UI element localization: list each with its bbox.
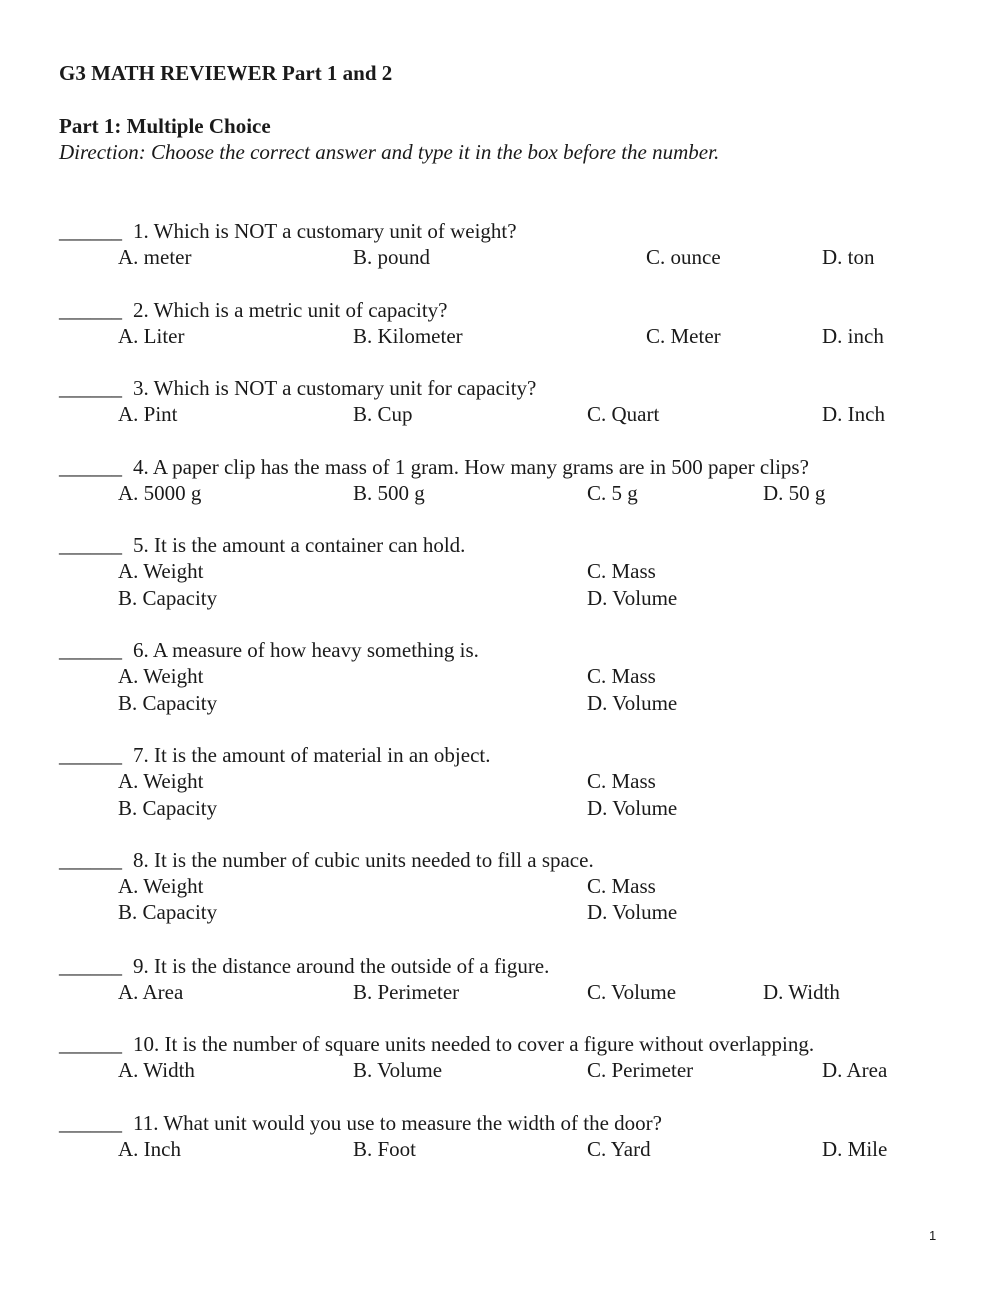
answer-blank[interactable]: ______ bbox=[59, 743, 122, 767]
choice-a: A. Weight bbox=[118, 559, 204, 583]
choice-b: B. Capacity bbox=[118, 586, 218, 610]
choice-a: A. Weight bbox=[118, 769, 204, 793]
choice-c: C. Meter bbox=[646, 324, 721, 348]
choice-a: A. 5000 g bbox=[118, 481, 202, 505]
document-title: G3 MATH REVIEWER Part 1 and 2 bbox=[59, 61, 393, 85]
choice-b: B. Capacity bbox=[118, 900, 218, 924]
question-text: 3. Which is NOT a customary unit for capacity? bbox=[133, 376, 537, 400]
answer-blank[interactable]: ______ bbox=[59, 298, 122, 322]
choice-d: D. ton bbox=[822, 245, 875, 269]
question-text: 4. A paper clip has the mass of 1 gram. How many grams are in 500 paper clips? bbox=[133, 455, 809, 479]
answer-blank[interactable]: ______ bbox=[59, 954, 122, 978]
choice-b: B. 500 g bbox=[353, 481, 425, 505]
choice-b: B. pound bbox=[353, 245, 431, 269]
choice-c: C. Quart bbox=[587, 402, 660, 426]
choice-d: D. Volume bbox=[587, 586, 678, 610]
choice-c: C. Yard bbox=[587, 1137, 651, 1161]
choice-c: C. Mass bbox=[587, 664, 656, 688]
choice-d: D. Volume bbox=[587, 796, 678, 820]
directions-text: Direction: Choose the correct answer and type it in the box before the number. bbox=[59, 140, 720, 164]
choice-b: B. Kilometer bbox=[353, 324, 463, 348]
choice-c: C. 5 g bbox=[587, 481, 638, 505]
answer-blank[interactable]: ______ bbox=[59, 219, 122, 243]
choice-a: A. Inch bbox=[118, 1137, 181, 1161]
choice-b: B. Capacity bbox=[118, 691, 218, 715]
choice-b: B. Perimeter bbox=[353, 980, 460, 1004]
question-text: 11. What unit would you use to measure the width of the door? bbox=[133, 1111, 662, 1135]
answer-blank[interactable]: ______ bbox=[59, 455, 122, 479]
question-text: 5. It is the amount a container can hold. bbox=[133, 533, 466, 557]
choice-d: D. Volume bbox=[587, 900, 678, 924]
page-number: 1 bbox=[929, 1228, 937, 1243]
choice-d: D. inch bbox=[822, 324, 884, 348]
choice-a: A. Weight bbox=[118, 664, 204, 688]
answer-blank[interactable]: ______ bbox=[59, 848, 122, 872]
answer-blank[interactable]: ______ bbox=[59, 1111, 122, 1135]
question-text: 8. It is the number of cubic units needed to fill a space. bbox=[133, 848, 594, 872]
choice-a: A. Area bbox=[118, 980, 184, 1004]
choice-d: D. Area bbox=[822, 1058, 888, 1082]
choice-d: D. Volume bbox=[587, 691, 678, 715]
answer-blank[interactable]: ______ bbox=[59, 376, 122, 400]
question-text: 1. Which is NOT a customary unit of weight? bbox=[133, 219, 517, 243]
choice-a: A. Weight bbox=[118, 874, 204, 898]
question-text: 6. A measure of how heavy something is. bbox=[133, 638, 479, 662]
choice-c: C. Mass bbox=[587, 769, 656, 793]
choice-c: C. Mass bbox=[587, 874, 656, 898]
choice-d: D. Inch bbox=[822, 402, 885, 426]
answer-blank[interactable]: ______ bbox=[59, 533, 122, 557]
question-text: 2. Which is a metric unit of capacity? bbox=[133, 298, 448, 322]
choice-d: D. 50 g bbox=[763, 481, 826, 505]
question-text: 10. It is the number of square units needed to cover a figure without overlapping. bbox=[133, 1032, 815, 1056]
answer-blank[interactable]: ______ bbox=[59, 1032, 122, 1056]
choice-b: B. Foot bbox=[353, 1137, 417, 1161]
choice-d: D. Mile bbox=[822, 1137, 888, 1161]
choice-a: A. meter bbox=[118, 245, 192, 269]
choice-a: A. Liter bbox=[118, 324, 185, 348]
choice-c: C. Perimeter bbox=[587, 1058, 694, 1082]
question-text: 9. It is the distance around the outside of a figure. bbox=[133, 954, 550, 978]
choice-b: B. Cup bbox=[353, 402, 413, 426]
choice-c: C. Volume bbox=[587, 980, 677, 1004]
choice-c: C. ounce bbox=[646, 245, 721, 269]
question-text: 7. It is the amount of material in an object. bbox=[133, 743, 491, 767]
part-title: Part 1: Multiple Choice bbox=[59, 114, 271, 138]
answer-blank[interactable]: ______ bbox=[59, 638, 122, 662]
choice-b: B. Capacity bbox=[118, 796, 218, 820]
choice-a: A. Width bbox=[118, 1058, 195, 1082]
choice-b: B. Volume bbox=[353, 1058, 443, 1082]
choice-d: D. Width bbox=[763, 980, 840, 1004]
choice-c: C. Mass bbox=[587, 559, 656, 583]
choice-a: A. Pint bbox=[118, 402, 178, 426]
